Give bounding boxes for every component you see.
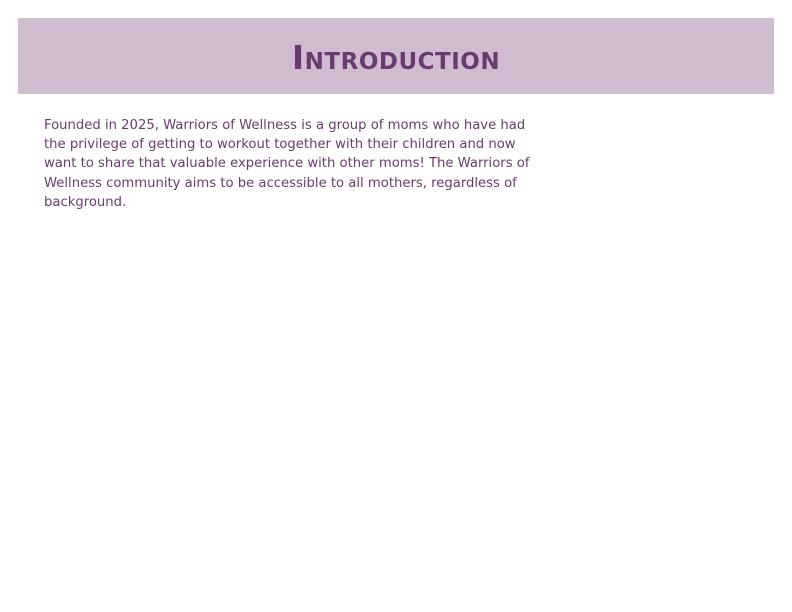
intro-paragraph: Founded in 2025, Warriors of Wellness is a group of moms who have had the privilege of getting to workout together with their children and now want to share that valuable experience with other moms! The Warriors of Wellness community aims to be accessible to all mothers, regardless of background. [44,118,530,210]
slide-title: Introduction [291,37,501,77]
title-bar [18,18,774,94]
